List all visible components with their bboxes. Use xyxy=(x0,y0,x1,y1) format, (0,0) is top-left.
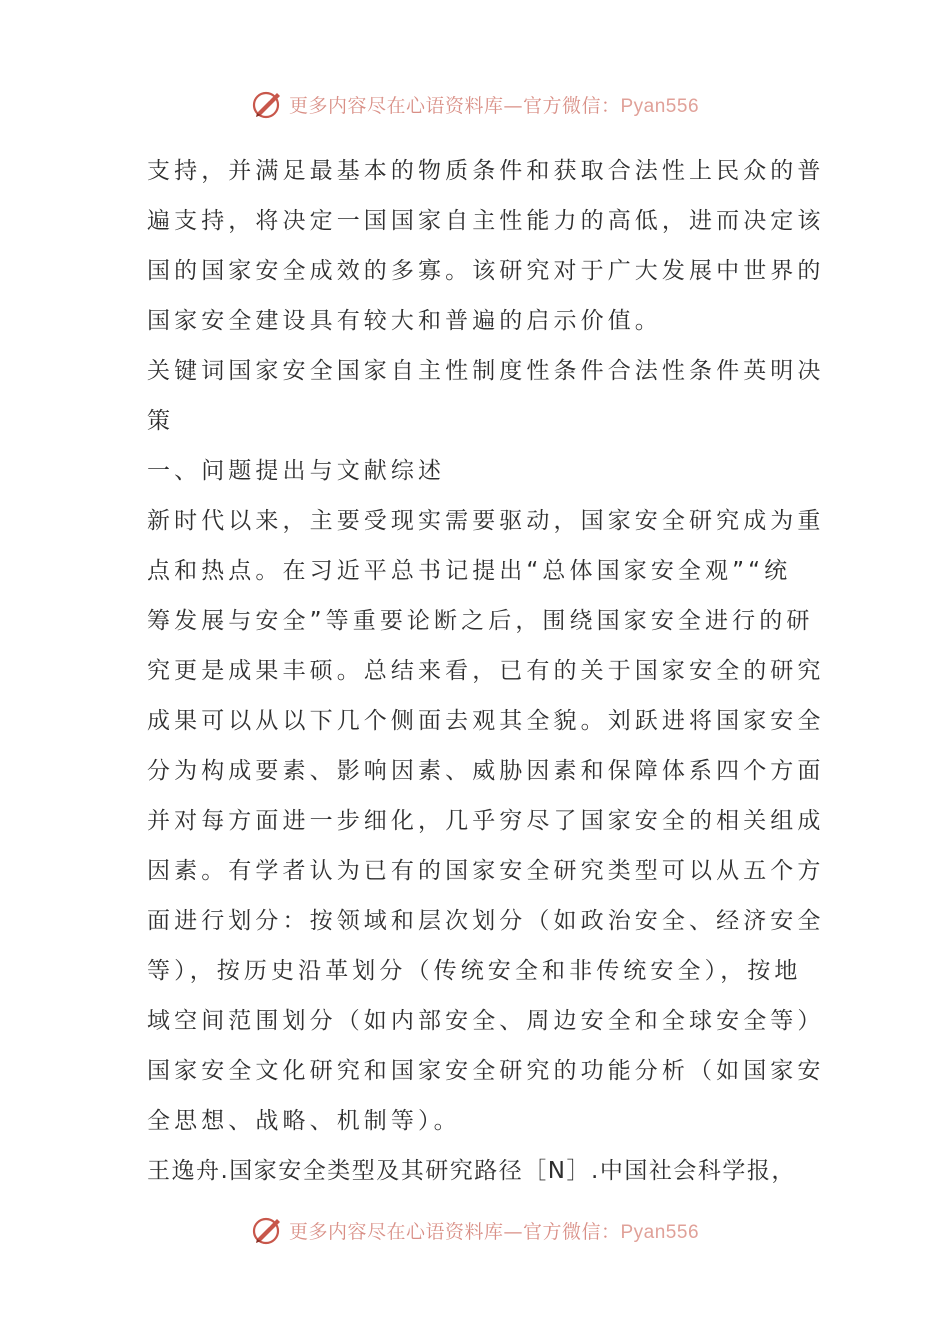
watermark-handle: Pyan556 xyxy=(620,95,700,117)
text-line: 究更是成果丰硕。总结来看，已有的关于国家安全的研究 xyxy=(147,658,825,684)
text-line: 并对每方面进一步细化，几乎穷尽了国家安全的相关组成 xyxy=(147,808,825,834)
keywords-line: 策 xyxy=(147,408,175,434)
text-line: 新时代以来，主要受现实需要驱动，国家安全研究成为重 xyxy=(147,508,825,534)
text-line: 国家安全文化研究和国家安全研究的功能分析（如国家安 xyxy=(147,1058,825,1084)
text-line: 等），按历史沿革划分（传统安全和非传统安全），按地 xyxy=(147,958,802,984)
text-line: 分为构成要素、影响因素、威胁因素和保障体系四个方面 xyxy=(147,758,825,784)
keywords-line: 关键词国家安全国家自主性制度性条件合法性条件英明决 xyxy=(147,358,825,384)
text-line: 支持，并满足最基本的物质条件和获取合法性上民众的普 xyxy=(147,158,825,184)
watermark-handle: Pyan556 xyxy=(620,1221,700,1243)
section-heading: 一、问题提出与文献综述 xyxy=(147,458,446,484)
text-line: 全思想、战略、机制等）。 xyxy=(147,1108,461,1134)
text-line: 筹发展与安全”等重要论断之后，围绕国家安全进行的研 xyxy=(147,608,814,634)
text-line: 域空间范围划分（如内部安全、周边安全和全球安全等） xyxy=(147,1008,825,1034)
reference-line: 王逸舟.国家安全类型及其研究路径［N］.中国社会科学报， xyxy=(147,1158,796,1184)
text-line: 因素。有学者认为已有的国家安全研究类型可以从五个方 xyxy=(147,858,825,884)
text-line: 国的国家安全成效的多寡。该研究对于广大发展中世界的 xyxy=(147,258,825,284)
watermark-prefix: 更多内容尽在心语资料库—官方微信： xyxy=(288,94,621,117)
text-line: 点和热点。在习近平总书记提出“总体国家安全观”“统 xyxy=(147,558,792,584)
watermark-footer xyxy=(0,1210,950,1250)
watermark-header xyxy=(0,84,950,124)
watermark-text xyxy=(289,91,699,118)
text-line: 遍支持，将决定一国国家自主性能力的高低，进而决定该 xyxy=(147,208,825,234)
watermark-text xyxy=(289,1217,699,1244)
watermark-prefix: 更多内容尽在心语资料库—官方微信： xyxy=(288,1220,621,1243)
text-line: 国家安全建设具有较大和普遍的启示价值。 xyxy=(147,308,662,334)
pen-circle-logo-icon xyxy=(251,1213,285,1247)
text-line: 面进行划分：按领域和层次划分（如政治安全、经济安全 xyxy=(147,908,825,934)
document-body xyxy=(147,146,825,1196)
text-line: 成果可以从以下几个侧面去观其全貌。刘跃进将国家安全 xyxy=(147,708,825,734)
pen-circle-logo-icon xyxy=(251,87,285,121)
